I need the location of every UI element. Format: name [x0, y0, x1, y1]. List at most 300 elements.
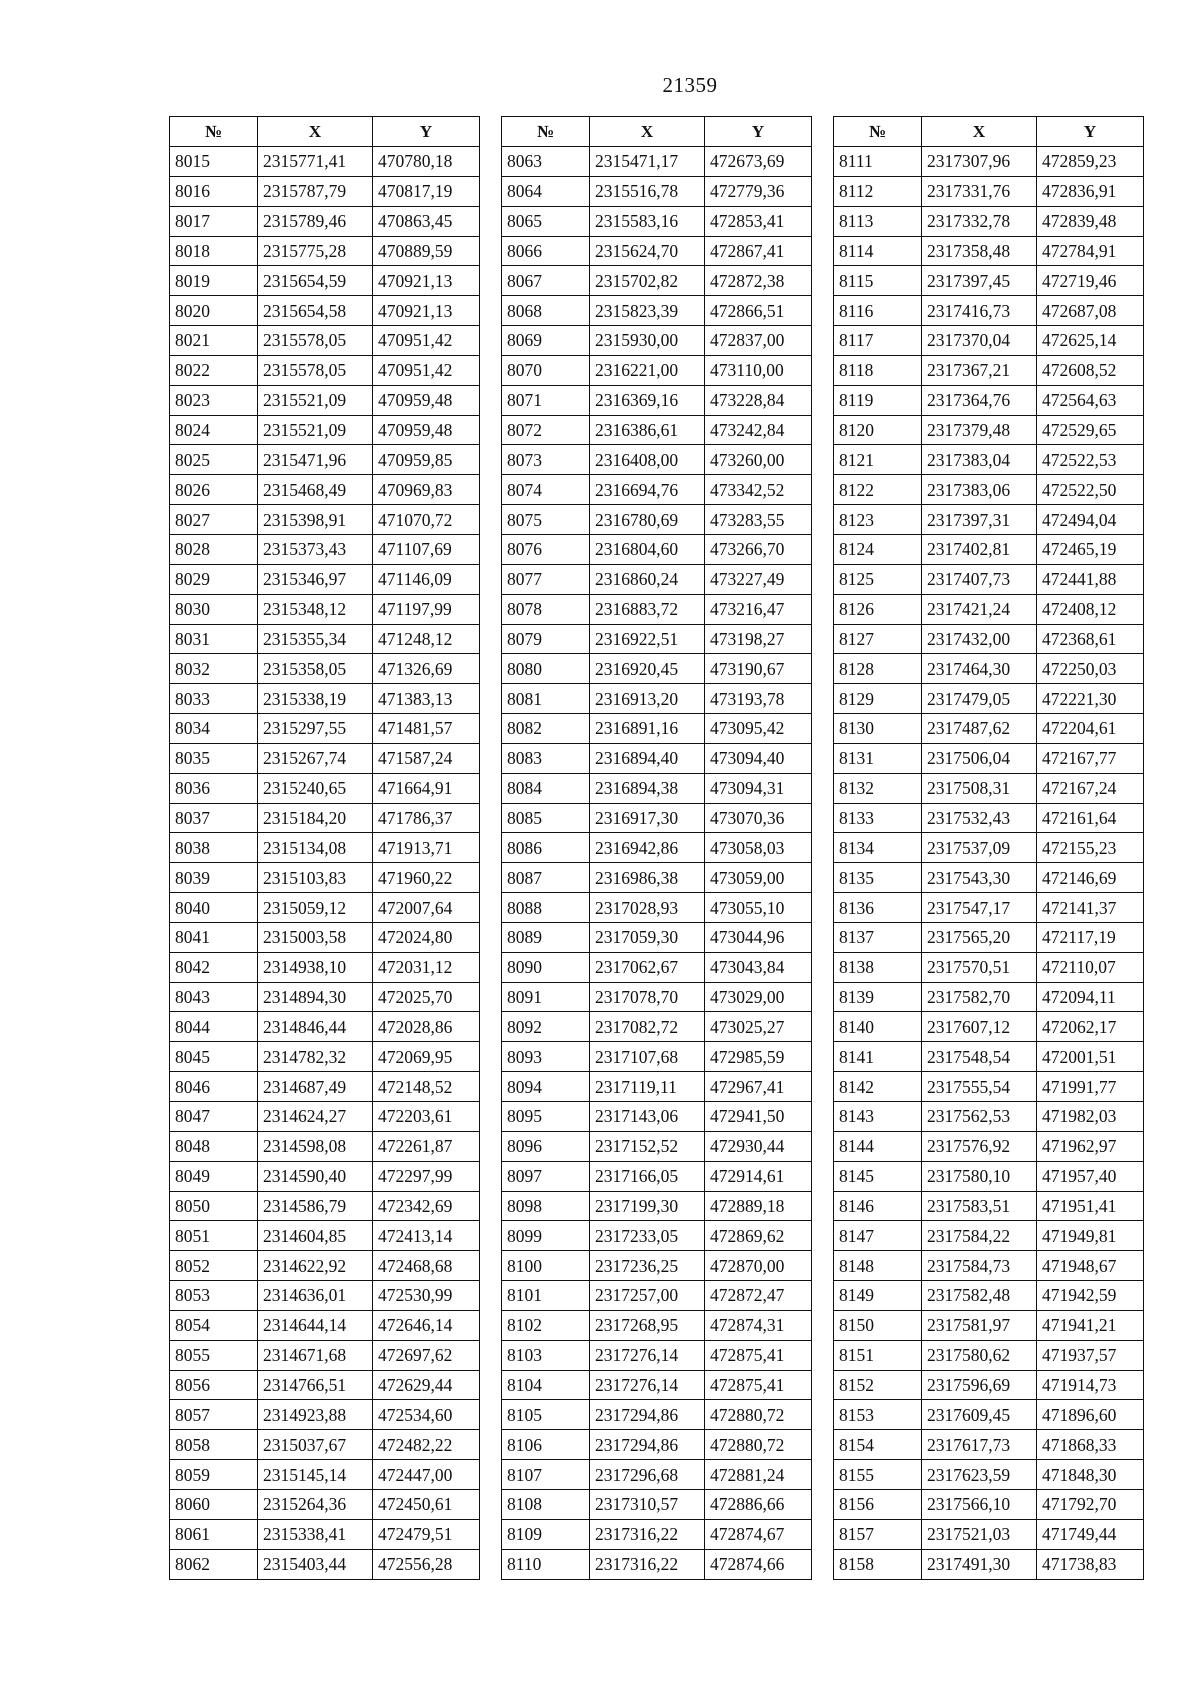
x-coordinate-cell: 2315267,74 — [258, 743, 373, 773]
page-number: 21359 — [662, 73, 718, 97]
x-coordinate-cell: 2317257,00 — [590, 1281, 705, 1311]
point-number-cell: 8088 — [502, 893, 590, 923]
table-row — [502, 1131, 812, 1161]
x-coordinate-cell: 2316920,45 — [590, 654, 705, 684]
point-number-cell: 8152 — [834, 1370, 922, 1400]
x-coordinate-cell: 2315930,00 — [590, 326, 705, 356]
table-row — [170, 1042, 480, 1072]
y-coordinate-cell: 470889,59 — [373, 236, 480, 266]
point-number-cell: 8147 — [834, 1221, 922, 1251]
table-row — [170, 415, 480, 445]
x-coordinate-cell: 2317479,05 — [922, 684, 1037, 714]
x-coordinate-cell: 2317584,73 — [922, 1251, 1037, 1281]
point-number-cell: 8086 — [502, 833, 590, 863]
x-coordinate-cell: 2317358,48 — [922, 236, 1037, 266]
x-coordinate-cell: 2317416,73 — [922, 296, 1037, 326]
point-number-cell: 8099 — [502, 1221, 590, 1251]
y-coordinate-cell: 470951,42 — [373, 355, 480, 385]
x-coordinate-cell: 2315654,59 — [258, 266, 373, 296]
x-coordinate-cell: 2317548,54 — [922, 1042, 1037, 1072]
table-row — [170, 1400, 480, 1430]
x-coordinate-cell: 2316894,38 — [590, 773, 705, 803]
point-number-cell: 8081 — [502, 684, 590, 714]
point-number-cell: 8124 — [834, 534, 922, 564]
table-row — [834, 863, 1144, 893]
x-coordinate-cell: 2317331,76 — [922, 176, 1037, 206]
point-number-cell: 8093 — [502, 1042, 590, 1072]
table-row — [170, 266, 480, 296]
table-row — [834, 236, 1144, 266]
point-number-cell: 8042 — [170, 952, 258, 982]
y-coordinate-cell: 473283,55 — [705, 505, 812, 535]
coordinate-table-3 — [833, 116, 1144, 1580]
table-row — [170, 1251, 480, 1281]
table-row — [834, 1400, 1144, 1430]
x-coordinate-cell: 2317432,00 — [922, 624, 1037, 654]
table-row — [170, 803, 480, 833]
point-number-cell: 8060 — [170, 1489, 258, 1519]
y-coordinate-cell: 472141,37 — [1037, 893, 1144, 923]
y-coordinate-cell: 472155,23 — [1037, 833, 1144, 863]
x-coordinate-cell: 2316694,76 — [590, 475, 705, 505]
x-coordinate-cell: 2317491,30 — [922, 1549, 1037, 1579]
table-row — [834, 475, 1144, 505]
x-coordinate-cell: 2314846,44 — [258, 1012, 373, 1042]
x-coordinate-cell: 2314636,01 — [258, 1281, 373, 1311]
point-number-cell: 8037 — [170, 803, 258, 833]
point-number-cell: 8109 — [502, 1519, 590, 1549]
table-row — [834, 833, 1144, 863]
x-coordinate-cell: 2317316,22 — [590, 1519, 705, 1549]
table-row — [502, 833, 812, 863]
point-number-cell: 8065 — [502, 206, 590, 236]
point-number-cell: 8145 — [834, 1161, 922, 1191]
point-number-cell: 8131 — [834, 743, 922, 773]
table-row — [834, 982, 1144, 1012]
table-row — [834, 743, 1144, 773]
point-number-cell: 8071 — [502, 385, 590, 415]
point-number-cell: 8064 — [502, 176, 590, 206]
point-number-cell: 8129 — [834, 684, 922, 714]
point-number-cell: 8117 — [834, 326, 922, 356]
table-row — [170, 1460, 480, 1490]
point-number-cell: 8128 — [834, 654, 922, 684]
point-number-cell: 8155 — [834, 1460, 922, 1490]
x-coordinate-cell: 2317397,45 — [922, 266, 1037, 296]
y-coordinate-cell: 470921,13 — [373, 296, 480, 326]
table-row — [170, 624, 480, 654]
x-coordinate-cell: 2316942,86 — [590, 833, 705, 863]
point-number-cell: 8115 — [834, 266, 922, 296]
y-coordinate-cell: 472250,03 — [1037, 654, 1144, 684]
table-row — [502, 206, 812, 236]
x-coordinate-cell: 2314644,14 — [258, 1310, 373, 1340]
x-coordinate-cell: 2317370,04 — [922, 326, 1037, 356]
point-number-cell: 8038 — [170, 833, 258, 863]
point-number-cell: 8138 — [834, 952, 922, 982]
x-coordinate-cell: 2317421,24 — [922, 594, 1037, 624]
x-coordinate-cell: 2316804,60 — [590, 534, 705, 564]
y-coordinate-cell: 470921,13 — [373, 266, 480, 296]
y-coordinate-cell: 472110,07 — [1037, 952, 1144, 982]
point-number-cell: 8025 — [170, 445, 258, 475]
x-coordinate-cell: 2317565,20 — [922, 922, 1037, 952]
point-number-cell: 8107 — [502, 1460, 590, 1490]
point-number-cell: 8090 — [502, 952, 590, 982]
point-number-cell: 8018 — [170, 236, 258, 266]
x-coordinate-cell: 2317383,04 — [922, 445, 1037, 475]
table-row — [170, 475, 480, 505]
table-row — [834, 1072, 1144, 1102]
table-row — [170, 147, 480, 177]
y-coordinate-cell: 472146,69 — [1037, 863, 1144, 893]
point-number-cell: 8148 — [834, 1251, 922, 1281]
y-coordinate-cell: 472880,72 — [705, 1430, 812, 1460]
y-coordinate-cell: 473266,70 — [705, 534, 812, 564]
y-coordinate-cell: 472564,63 — [1037, 385, 1144, 415]
point-number-cell: 8158 — [834, 1549, 922, 1579]
table-row — [834, 1460, 1144, 1490]
point-number-cell: 8015 — [170, 147, 258, 177]
table-row — [834, 654, 1144, 684]
point-number-cell: 8140 — [834, 1012, 922, 1042]
table-row — [502, 296, 812, 326]
x-coordinate-cell: 2315789,46 — [258, 206, 373, 236]
y-coordinate-cell: 472719,46 — [1037, 266, 1144, 296]
table-row — [834, 1221, 1144, 1251]
x-coordinate-cell: 2317566,10 — [922, 1489, 1037, 1519]
x-coordinate-cell: 2316221,00 — [590, 355, 705, 385]
x-coordinate-cell: 2316408,00 — [590, 445, 705, 475]
y-coordinate-cell: 470969,83 — [373, 475, 480, 505]
y-coordinate-cell: 472869,62 — [705, 1221, 812, 1251]
y-coordinate-cell: 473043,84 — [705, 952, 812, 982]
table-row — [502, 982, 812, 1012]
table-row — [502, 1489, 812, 1519]
point-number-cell: 8139 — [834, 982, 922, 1012]
y-coordinate-cell: 471792,70 — [1037, 1489, 1144, 1519]
y-coordinate-cell: 472465,19 — [1037, 534, 1144, 564]
x-coordinate-cell: 2317397,31 — [922, 505, 1037, 535]
y-coordinate-cell: 472007,64 — [373, 893, 480, 923]
x-coordinate-cell: 2314923,88 — [258, 1400, 373, 1430]
point-number-cell: 8039 — [170, 863, 258, 893]
table-row — [834, 1281, 1144, 1311]
x-coordinate-cell: 2315003,58 — [258, 922, 373, 952]
x-coordinate-cell: 2315771,41 — [258, 147, 373, 177]
point-number-cell: 8144 — [834, 1131, 922, 1161]
table-row — [834, 326, 1144, 356]
point-number-cell: 8094 — [502, 1072, 590, 1102]
x-coordinate-cell: 2315468,49 — [258, 475, 373, 505]
table-row — [834, 1012, 1144, 1042]
y-coordinate-cell: 473242,84 — [705, 415, 812, 445]
table-row — [834, 1430, 1144, 1460]
x-coordinate-cell: 2317521,03 — [922, 1519, 1037, 1549]
table-row — [170, 206, 480, 236]
y-coordinate-cell: 472001,51 — [1037, 1042, 1144, 1072]
table-row — [834, 893, 1144, 923]
y-coordinate-cell: 472687,08 — [1037, 296, 1144, 326]
x-coordinate-cell: 2315184,20 — [258, 803, 373, 833]
point-number-cell: 8022 — [170, 355, 258, 385]
y-coordinate-cell: 472368,61 — [1037, 624, 1144, 654]
point-number-cell: 8059 — [170, 1460, 258, 1490]
y-coordinate-cell: 472408,12 — [1037, 594, 1144, 624]
y-coordinate-cell: 472556,28 — [373, 1549, 480, 1579]
y-coordinate-cell: 472203,61 — [373, 1102, 480, 1132]
point-number-cell: 8056 — [170, 1370, 258, 1400]
x-coordinate-cell: 2315787,79 — [258, 176, 373, 206]
point-number-cell: 8053 — [170, 1281, 258, 1311]
y-coordinate-cell: 472872,38 — [705, 266, 812, 296]
y-coordinate-cell: 472482,22 — [373, 1430, 480, 1460]
point-number-cell: 8098 — [502, 1191, 590, 1221]
y-coordinate-cell: 471383,13 — [373, 684, 480, 714]
x-coordinate-cell: 2315338,19 — [258, 684, 373, 714]
table-row — [502, 893, 812, 923]
y-coordinate-cell: 473216,47 — [705, 594, 812, 624]
y-coordinate-cell: 473260,00 — [705, 445, 812, 475]
x-coordinate-cell: 2315398,91 — [258, 505, 373, 535]
point-number-cell: 8062 — [170, 1549, 258, 1579]
header-num: № — [170, 117, 258, 147]
table-header-row — [502, 117, 812, 147]
table-row — [502, 445, 812, 475]
point-number-cell: 8105 — [502, 1400, 590, 1430]
table-row — [170, 1340, 480, 1370]
point-number-cell: 8028 — [170, 534, 258, 564]
point-number-cell: 8130 — [834, 714, 922, 744]
x-coordinate-cell: 2317276,14 — [590, 1340, 705, 1370]
point-number-cell: 8112 — [834, 176, 922, 206]
y-coordinate-cell: 473044,96 — [705, 922, 812, 952]
point-number-cell: 8054 — [170, 1310, 258, 1340]
point-number-cell: 8027 — [170, 505, 258, 535]
x-coordinate-cell: 2316860,24 — [590, 564, 705, 594]
table-row — [834, 803, 1144, 833]
x-coordinate-cell: 2317562,53 — [922, 1102, 1037, 1132]
table-row — [170, 1191, 480, 1221]
y-coordinate-cell: 472024,80 — [373, 922, 480, 952]
table-row — [502, 1251, 812, 1281]
x-coordinate-cell: 2317532,43 — [922, 803, 1037, 833]
point-number-cell: 8151 — [834, 1340, 922, 1370]
header-y: Y — [1037, 117, 1144, 147]
y-coordinate-cell: 471326,69 — [373, 654, 480, 684]
point-number-cell: 8020 — [170, 296, 258, 326]
table-row — [502, 1042, 812, 1072]
table-row — [502, 594, 812, 624]
table-row — [170, 1549, 480, 1579]
x-coordinate-cell: 2315358,05 — [258, 654, 373, 684]
table-row — [170, 534, 480, 564]
table-row — [502, 714, 812, 744]
table-row — [170, 1102, 480, 1132]
x-coordinate-cell: 2315471,96 — [258, 445, 373, 475]
y-coordinate-cell: 472837,00 — [705, 326, 812, 356]
x-coordinate-cell: 2317580,10 — [922, 1161, 1037, 1191]
y-coordinate-cell: 472530,99 — [373, 1281, 480, 1311]
y-coordinate-cell: 472629,44 — [373, 1370, 480, 1400]
point-number-cell: 8110 — [502, 1549, 590, 1579]
x-coordinate-cell: 2316780,69 — [590, 505, 705, 535]
y-coordinate-cell: 472413,14 — [373, 1221, 480, 1251]
table-row — [834, 1370, 1144, 1400]
y-coordinate-cell: 471848,30 — [1037, 1460, 1144, 1490]
y-coordinate-cell: 472025,70 — [373, 982, 480, 1012]
y-coordinate-cell: 471197,99 — [373, 594, 480, 624]
table-row — [834, 684, 1144, 714]
point-number-cell: 8066 — [502, 236, 590, 266]
x-coordinate-cell: 2314598,08 — [258, 1131, 373, 1161]
x-coordinate-cell: 2316894,40 — [590, 743, 705, 773]
point-number-cell: 8153 — [834, 1400, 922, 1430]
y-coordinate-cell: 471107,69 — [373, 534, 480, 564]
table-row — [834, 355, 1144, 385]
table-row — [834, 1191, 1144, 1221]
y-coordinate-cell: 473228,84 — [705, 385, 812, 415]
table-row — [170, 1519, 480, 1549]
table-header-row — [834, 117, 1144, 147]
y-coordinate-cell: 472941,50 — [705, 1102, 812, 1132]
x-coordinate-cell: 2317143,06 — [590, 1102, 705, 1132]
table-row — [834, 952, 1144, 982]
point-number-cell: 8123 — [834, 505, 922, 535]
y-coordinate-cell: 471942,59 — [1037, 1281, 1144, 1311]
x-coordinate-cell: 2315103,83 — [258, 863, 373, 893]
x-coordinate-cell: 2316913,20 — [590, 684, 705, 714]
x-coordinate-cell: 2316883,72 — [590, 594, 705, 624]
table-row — [834, 296, 1144, 326]
table-row — [502, 1310, 812, 1340]
y-coordinate-cell: 473058,03 — [705, 833, 812, 863]
y-coordinate-cell: 471587,24 — [373, 743, 480, 773]
y-coordinate-cell: 471962,97 — [1037, 1131, 1144, 1161]
y-coordinate-cell: 472608,52 — [1037, 355, 1144, 385]
table-row — [502, 1370, 812, 1400]
point-number-cell: 8126 — [834, 594, 922, 624]
table-row — [834, 534, 1144, 564]
table-row — [170, 564, 480, 594]
header-y: Y — [705, 117, 812, 147]
table-row — [170, 893, 480, 923]
x-coordinate-cell: 2317316,22 — [590, 1549, 705, 1579]
x-coordinate-cell: 2317607,12 — [922, 1012, 1037, 1042]
y-coordinate-cell: 473070,36 — [705, 803, 812, 833]
table-row — [502, 1430, 812, 1460]
x-coordinate-cell: 2314782,32 — [258, 1042, 373, 1072]
x-coordinate-cell: 2315516,78 — [590, 176, 705, 206]
table-row — [502, 952, 812, 982]
point-number-cell: 8048 — [170, 1131, 258, 1161]
table-row — [502, 654, 812, 684]
point-number-cell: 8078 — [502, 594, 590, 624]
y-coordinate-cell: 471868,33 — [1037, 1430, 1144, 1460]
y-coordinate-cell: 473025,27 — [705, 1012, 812, 1042]
x-coordinate-cell: 2317581,97 — [922, 1310, 1037, 1340]
x-coordinate-cell: 2317487,62 — [922, 714, 1037, 744]
point-number-cell: 8091 — [502, 982, 590, 1012]
y-coordinate-cell: 472836,91 — [1037, 176, 1144, 206]
x-coordinate-cell: 2316986,38 — [590, 863, 705, 893]
x-coordinate-cell: 2317379,48 — [922, 415, 1037, 445]
table-row — [170, 654, 480, 684]
y-coordinate-cell: 472859,23 — [1037, 147, 1144, 177]
point-number-cell: 8137 — [834, 922, 922, 952]
x-coordinate-cell: 2314604,85 — [258, 1221, 373, 1251]
table-row — [502, 1102, 812, 1132]
x-coordinate-cell: 2317576,92 — [922, 1131, 1037, 1161]
x-coordinate-cell: 2315355,34 — [258, 624, 373, 654]
table-row — [834, 594, 1144, 624]
y-coordinate-cell: 472204,61 — [1037, 714, 1144, 744]
x-coordinate-cell: 2317296,68 — [590, 1460, 705, 1490]
x-coordinate-cell: 2317294,86 — [590, 1430, 705, 1460]
y-coordinate-cell: 471146,09 — [373, 564, 480, 594]
point-number-cell: 8072 — [502, 415, 590, 445]
y-coordinate-cell: 473342,52 — [705, 475, 812, 505]
point-number-cell: 8114 — [834, 236, 922, 266]
table-row — [834, 415, 1144, 445]
x-coordinate-cell: 2317310,57 — [590, 1489, 705, 1519]
x-coordinate-cell: 2316922,51 — [590, 624, 705, 654]
point-number-cell: 8085 — [502, 803, 590, 833]
table-row — [170, 1012, 480, 1042]
point-number-cell: 8076 — [502, 534, 590, 564]
y-coordinate-cell: 472261,87 — [373, 1131, 480, 1161]
x-coordinate-cell: 2315338,41 — [258, 1519, 373, 1549]
x-coordinate-cell: 2317059,30 — [590, 922, 705, 952]
table-row — [170, 863, 480, 893]
y-coordinate-cell: 471481,57 — [373, 714, 480, 744]
point-number-cell: 8023 — [170, 385, 258, 415]
x-coordinate-cell: 2317582,70 — [922, 982, 1037, 1012]
point-number-cell: 8036 — [170, 773, 258, 803]
x-coordinate-cell: 2315775,28 — [258, 236, 373, 266]
y-coordinate-cell: 472479,51 — [373, 1519, 480, 1549]
x-coordinate-cell: 2315134,08 — [258, 833, 373, 863]
x-coordinate-cell: 2315037,67 — [258, 1430, 373, 1460]
table-row — [502, 1340, 812, 1370]
x-coordinate-cell: 2317407,73 — [922, 564, 1037, 594]
x-coordinate-cell: 2317236,25 — [590, 1251, 705, 1281]
y-coordinate-cell: 470959,85 — [373, 445, 480, 475]
table-row — [502, 564, 812, 594]
point-number-cell: 8017 — [170, 206, 258, 236]
point-number-cell: 8156 — [834, 1489, 922, 1519]
table-row — [834, 147, 1144, 177]
point-number-cell: 8044 — [170, 1012, 258, 1042]
x-coordinate-cell: 2314938,10 — [258, 952, 373, 982]
point-number-cell: 8108 — [502, 1489, 590, 1519]
table-row — [170, 714, 480, 744]
y-coordinate-cell: 472967,41 — [705, 1072, 812, 1102]
point-number-cell: 8116 — [834, 296, 922, 326]
x-coordinate-cell: 2315471,17 — [590, 147, 705, 177]
point-number-cell: 8118 — [834, 355, 922, 385]
x-coordinate-cell: 2316917,30 — [590, 803, 705, 833]
point-number-cell: 8041 — [170, 922, 258, 952]
y-coordinate-cell: 472148,52 — [373, 1072, 480, 1102]
point-number-cell: 8075 — [502, 505, 590, 535]
table-row — [170, 743, 480, 773]
table-row — [502, 1191, 812, 1221]
point-number-cell: 8068 — [502, 296, 590, 326]
x-coordinate-cell: 2315702,82 — [590, 266, 705, 296]
x-coordinate-cell: 2317547,17 — [922, 893, 1037, 923]
y-coordinate-cell: 472870,00 — [705, 1251, 812, 1281]
